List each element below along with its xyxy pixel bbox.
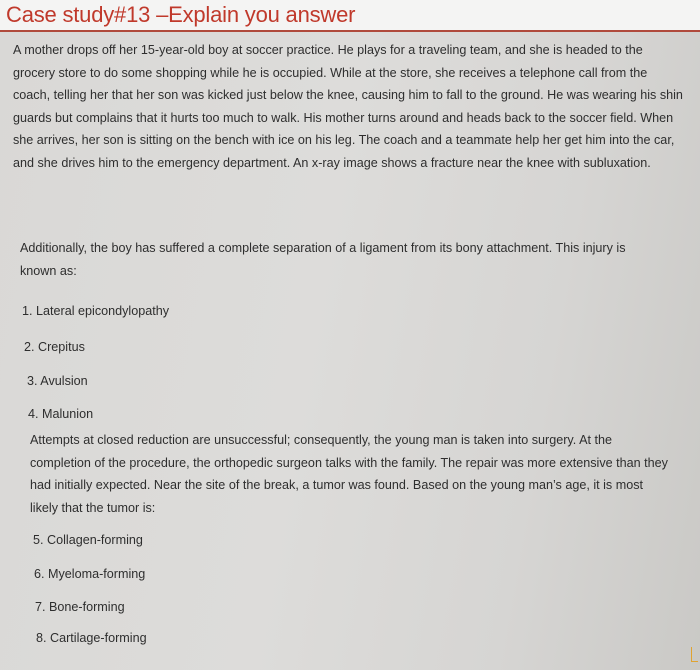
question-1-text: Additionally, the boy has suffered a complete separation of a ligament from its bony attachment. This injury is known as: <box>20 241 626 278</box>
page-title: Case study#13 –Explain you answer <box>6 2 356 27</box>
scenario-paragraph: A mother drops off her 15-year-old boy at soccer practice. He plays for a traveling team, and she is headed to the grocery store to do some shopping while he is occupied. While at the store, she receives a telephone call from the coach, telling her that her son was kicked just below the knee, causing him to fall to the ground. He was wearing his shin guards but complains that it hurts too much to walk. His mother turns around and heads back to the soccer field. When she arrives, her son is sitting on the bench with ice on his leg. The coach and a teammate help her get him into the car, and she drives him to the emergency department. An x-ray image shows a fracture near the knee with subluxation. <box>13 43 683 170</box>
option-5: 5. Collagen-forming <box>33 533 143 547</box>
option-6: 6. Myeloma-forming <box>34 567 146 581</box>
document-body <box>0 32 700 670</box>
option-2: 2. Crepitus <box>24 340 85 354</box>
option-8: 8. Cartilage-forming <box>36 631 147 645</box>
title-bar <box>0 0 700 32</box>
option-4: 4. Malunion <box>28 407 94 421</box>
corner-mark-decoration <box>691 647 698 662</box>
option-3: 3. Avulsion <box>27 374 88 388</box>
option-1: 1. Lateral epicondylopathy <box>22 304 170 318</box>
question-2-text: Attempts at closed reduction are unsuccessful; consequently, the young man is taken into surgery. At the completion of the procedure, the orthopedic surgeon talks with the family. The repair was more extensive than they had initially expected. Near the site of the break, a tumor was found. Based on the young man’s age, it is most likely that the tumor is: <box>30 433 668 515</box>
option-7: 7. Bone-forming <box>35 600 125 614</box>
